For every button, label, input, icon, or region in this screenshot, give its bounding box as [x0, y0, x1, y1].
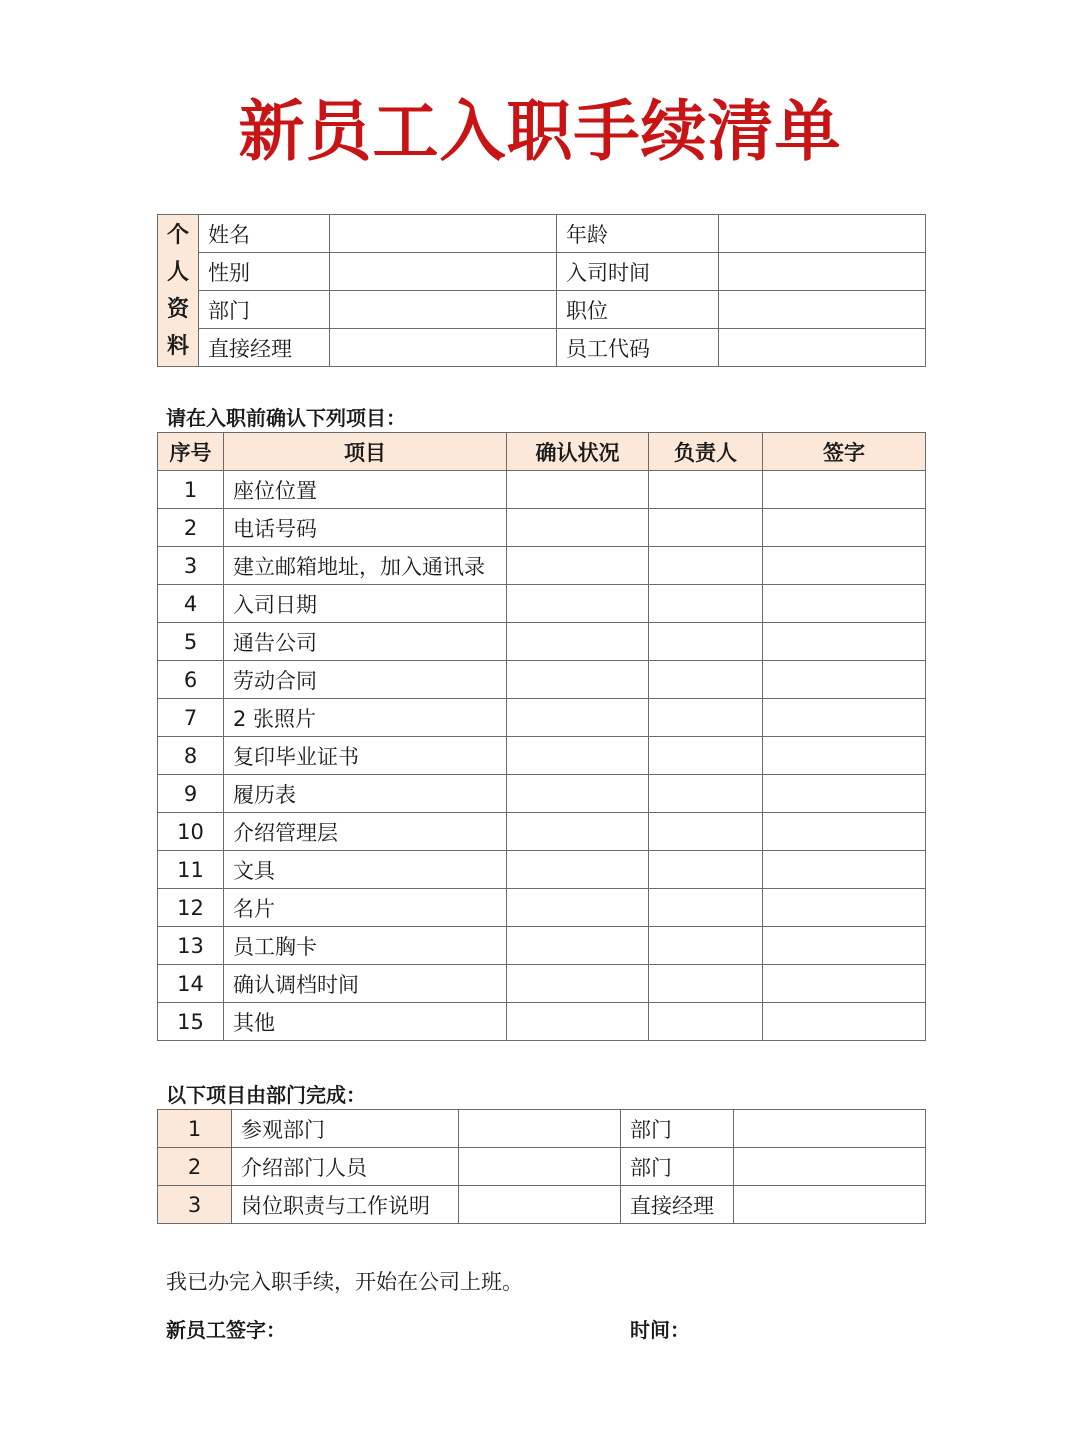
checklist-status-cell[interactable]: [507, 547, 649, 585]
checklist-row-number: 14: [158, 965, 224, 1003]
personal-field-label: 直接经理: [199, 329, 330, 367]
checklist-item: 员工胸卡: [224, 927, 507, 965]
side-label-char: 料: [166, 333, 189, 359]
department-row-number: 2: [158, 1148, 232, 1186]
checklist-signature-cell[interactable]: [763, 1003, 926, 1041]
checklist-header-row: [158, 433, 926, 471]
checklist-status-cell[interactable]: [507, 1003, 649, 1041]
personal-info-row: [158, 215, 926, 253]
checklist-row-number: 13: [158, 927, 224, 965]
department-responsible: 部门: [621, 1110, 734, 1148]
checklist-row-number: 6: [158, 661, 224, 699]
checklist-row-number: 12: [158, 889, 224, 927]
checklist-row: [158, 699, 926, 737]
personal-field-value[interactable]: [330, 329, 557, 367]
checklist-status-cell[interactable]: [507, 775, 649, 813]
personal-field-label: 入司时间: [557, 253, 719, 291]
checklist-signature-cell[interactable]: [763, 547, 926, 585]
checklist-owner-cell[interactable]: [649, 775, 763, 813]
department-blank-cell[interactable]: [459, 1186, 621, 1224]
checklist-item: 通告公司: [224, 623, 507, 661]
checklist-item: 电话号码: [224, 509, 507, 547]
checklist-signature-cell[interactable]: [763, 623, 926, 661]
checklist-signature-cell[interactable]: [763, 661, 926, 699]
checklist-status-cell[interactable]: [507, 889, 649, 927]
completion-statement: 我已办完入职手续，开始在公司上班。: [166, 1270, 523, 1294]
personal-info-side-label: [158, 215, 199, 367]
checklist-owner-cell[interactable]: [649, 737, 763, 775]
department-row: [158, 1110, 926, 1148]
header-status: 确认状况: [507, 433, 649, 471]
checklist-status-cell[interactable]: [507, 699, 649, 737]
department-blank-cell[interactable]: [459, 1148, 621, 1186]
checklist-item: 座位位置: [224, 471, 507, 509]
personal-info-row: [158, 253, 926, 291]
checklist-item: 介绍管理层: [224, 813, 507, 851]
checklist-row: [158, 851, 926, 889]
checklist-row-number: 5: [158, 623, 224, 661]
checklist-signature-cell[interactable]: [763, 927, 926, 965]
side-label-char: 资: [166, 296, 189, 322]
personal-field-value[interactable]: [719, 215, 926, 253]
checklist-item: 入司日期: [224, 585, 507, 623]
department-blank-cell[interactable]: [459, 1110, 621, 1148]
checklist-signature-cell[interactable]: [763, 851, 926, 889]
checklist-signature-cell[interactable]: [763, 471, 926, 509]
checklist-row: [158, 471, 926, 509]
department-item: 岗位职责与工作说明: [232, 1186, 459, 1224]
department-responsible: 直接经理: [621, 1186, 734, 1224]
personal-field-label: 年龄: [557, 215, 719, 253]
personal-field-value[interactable]: [719, 253, 926, 291]
checklist-row-number: 9: [158, 775, 224, 813]
checklist-signature-cell[interactable]: [763, 889, 926, 927]
employee-signature-label: 新员工签字：: [166, 1318, 286, 1342]
personal-field-value[interactable]: [330, 291, 557, 329]
department-row-number: 1: [158, 1110, 232, 1148]
checklist-item: 建立邮箱地址，加入通讯录: [224, 547, 507, 585]
checklist-item: 名片: [224, 889, 507, 927]
checklist-item: 劳动合同: [224, 661, 507, 699]
checklist-status-cell[interactable]: [507, 661, 649, 699]
checklist-intro: 请在入职前确认下列项目：: [166, 406, 406, 430]
checklist-owner-cell[interactable]: [649, 699, 763, 737]
checklist-status-cell[interactable]: [507, 737, 649, 775]
checklist-signature-cell[interactable]: [763, 775, 926, 813]
checklist-item: 履历表: [224, 775, 507, 813]
checklist-owner-cell[interactable]: [649, 547, 763, 585]
checklist-item: 文具: [224, 851, 507, 889]
checklist-row-number: 10: [158, 813, 224, 851]
checklist-row: [158, 965, 926, 1003]
checklist-signature-cell[interactable]: [763, 737, 926, 775]
department-signature-cell[interactable]: [734, 1110, 926, 1148]
checklist-signature-cell[interactable]: [763, 965, 926, 1003]
personal-field-value[interactable]: [719, 291, 926, 329]
checklist-owner-cell[interactable]: [649, 661, 763, 699]
personal-info-table: [157, 214, 926, 367]
checklist-signature-cell[interactable]: [763, 699, 926, 737]
side-label-char: 人: [166, 259, 189, 285]
checklist-row-number: 1: [158, 471, 224, 509]
checklist-row: [158, 509, 926, 547]
checklist-status-cell[interactable]: [507, 585, 649, 623]
department-responsible: 部门: [621, 1148, 734, 1186]
page-title: 新员工入职手续清单: [238, 93, 842, 170]
personal-field-value[interactable]: [330, 215, 557, 253]
checklist-owner-cell[interactable]: [649, 965, 763, 1003]
checklist-row: [158, 1003, 926, 1041]
checklist-row-number: 15: [158, 1003, 224, 1041]
time-label: 时间：: [630, 1318, 690, 1342]
checklist-row: [158, 813, 926, 851]
checklist-row-number: 3: [158, 547, 224, 585]
checklist-status-cell[interactable]: [507, 509, 649, 547]
checklist-signature-cell[interactable]: [763, 509, 926, 547]
department-item: 介绍部门人员: [232, 1148, 459, 1186]
checklist-row: [158, 775, 926, 813]
checklist-item: 其他: [224, 1003, 507, 1041]
header-owner: 负责人: [649, 433, 763, 471]
checklist-table: [157, 432, 926, 1041]
checklist-status-cell[interactable]: [507, 965, 649, 1003]
checklist-item: 确认调档时间: [224, 965, 507, 1003]
checklist-row: [158, 737, 926, 775]
department-row-number: 3: [158, 1186, 232, 1224]
personal-field-value[interactable]: [330, 253, 557, 291]
checklist-row-number: 4: [158, 585, 224, 623]
personal-field-label: 部门: [199, 291, 330, 329]
checklist-row-number: 2: [158, 509, 224, 547]
checklist-row: [158, 661, 926, 699]
department-row: [158, 1186, 926, 1224]
personal-info-row: [158, 291, 926, 329]
personal-field-label: 职位: [557, 291, 719, 329]
checklist-row: [158, 889, 926, 927]
department-row: [158, 1148, 926, 1186]
department-signature-cell[interactable]: [734, 1148, 926, 1186]
checklist-row-number: 8: [158, 737, 224, 775]
checklist-owner-cell[interactable]: [649, 1003, 763, 1041]
personal-field-label: 员工代码: [557, 329, 719, 367]
checklist-status-cell[interactable]: [507, 813, 649, 851]
checklist-owner-cell[interactable]: [649, 471, 763, 509]
checklist-owner-cell[interactable]: [649, 927, 763, 965]
header-no: 序号: [158, 433, 224, 471]
checklist-row: [158, 547, 926, 585]
checklist-row: [158, 927, 926, 965]
department-signature-cell[interactable]: [734, 1186, 926, 1224]
checklist-status-cell[interactable]: [507, 851, 649, 889]
checklist-item: 2 张照片: [224, 699, 507, 737]
checklist-owner-cell[interactable]: [649, 509, 763, 547]
header-signature: 签字: [763, 433, 926, 471]
personal-field-label: 姓名: [199, 215, 330, 253]
checklist-row: [158, 623, 926, 661]
checklist-owner-cell[interactable]: [649, 889, 763, 927]
checklist-row-number: 7: [158, 699, 224, 737]
checklist-signature-cell[interactable]: [763, 813, 926, 851]
personal-info-row: [158, 329, 926, 367]
department-table: [157, 1109, 926, 1224]
header-item: 项目: [224, 433, 507, 471]
checklist-status-cell[interactable]: [507, 927, 649, 965]
personal-field-label: 性别: [199, 253, 330, 291]
checklist-owner-cell[interactable]: [649, 623, 763, 661]
department-intro: 以下项目由部门完成：: [166, 1083, 366, 1107]
checklist-signature-cell[interactable]: [763, 585, 926, 623]
checklist-row: [158, 585, 926, 623]
checklist-row-number: 11: [158, 851, 224, 889]
department-item: 参观部门: [232, 1110, 459, 1148]
checklist-owner-cell[interactable]: [649, 813, 763, 851]
checklist-status-cell[interactable]: [507, 623, 649, 661]
checklist-owner-cell[interactable]: [649, 585, 763, 623]
side-label-char: 个: [166, 222, 189, 248]
checklist-status-cell[interactable]: [507, 471, 649, 509]
checklist-item: 复印毕业证书: [224, 737, 507, 775]
personal-field-value[interactable]: [719, 329, 926, 367]
checklist-owner-cell[interactable]: [649, 851, 763, 889]
